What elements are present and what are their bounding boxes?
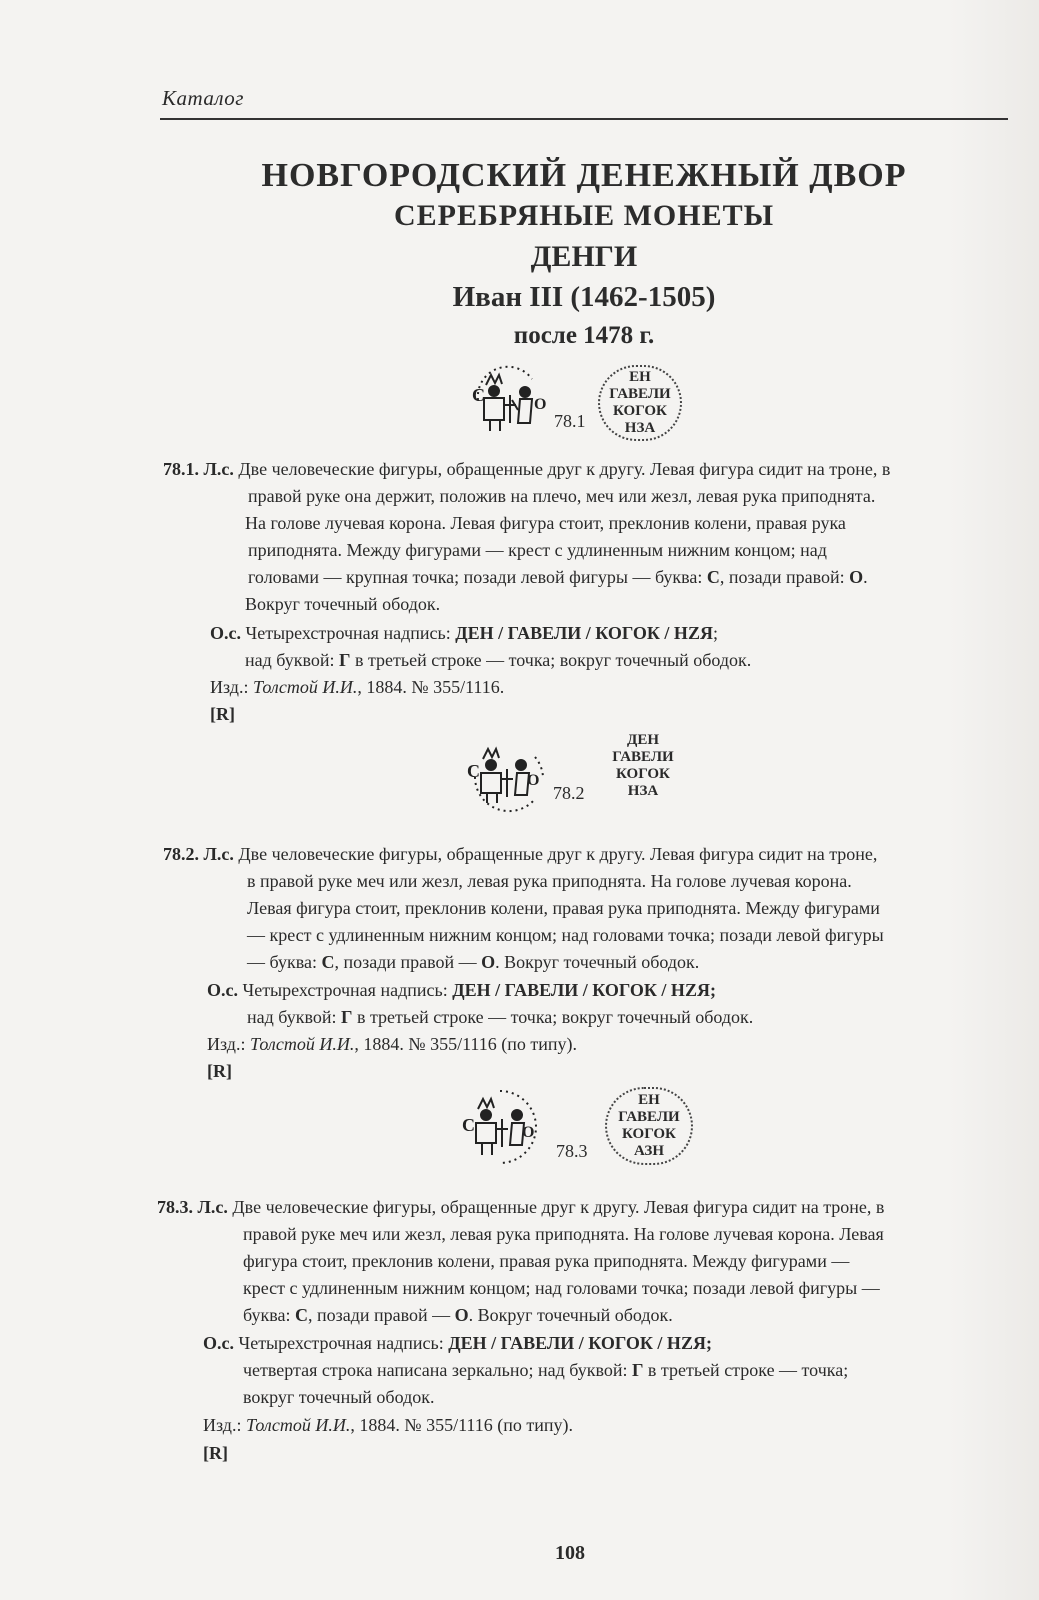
svg-text:О: О	[534, 396, 547, 413]
reverse-inscription: ДЕН / ГАВЕЛИ / КОГОК / HZЯ;	[448, 1333, 712, 1353]
obverse-text: головами — крупная точка; позади левой фигуры — буква:	[248, 567, 707, 587]
reverse-letter-g: Г	[631, 1360, 644, 1380]
title-mint: НОВГОРОДСКИЙ ДЕНЕЖНЫЙ ДВОР	[261, 157, 907, 194]
coin-legend-line: ДЕН	[627, 732, 659, 748]
rarity-text: [R]	[203, 1443, 228, 1463]
reverse-text: в третьей строке — точка; вокруг точечный ободок.	[350, 650, 752, 670]
coin-reverse-legend	[605, 732, 681, 800]
obverse-text: На голове лучевая корона. Левая фигура стоит, преклонив колени, правая рука	[245, 513, 846, 533]
reverse-line	[247, 1004, 753, 1031]
obverse-label: Л.с.	[197, 1197, 228, 1217]
coin-obverse-drawing	[465, 737, 550, 817]
coin-reverse-legend	[605, 1087, 693, 1165]
reverse-label: О.с.	[210, 623, 241, 643]
publication-ref: , 1884. № 355/1116 (по типу).	[354, 1034, 578, 1054]
obverse-text-line	[247, 949, 699, 976]
publication-ref: , 1884. № 355/1116.	[357, 677, 505, 697]
coin-legend-line: КОГОК	[616, 766, 670, 782]
reverse-text: четвертая строка написана зеркально; над буквой:	[243, 1360, 632, 1380]
reverse-tail: ;	[712, 623, 718, 643]
svg-text:С: С	[467, 761, 480, 781]
coin-figure-label: 78.2	[553, 783, 585, 803]
coin-reverse-legend	[598, 365, 682, 441]
entry-first-line	[157, 1194, 884, 1221]
title-metal: СЕРЕБРЯНЫЕ МОНЕТЫ	[393, 199, 775, 232]
obverse-text: Две человеческие фигуры, обращенные друг к другу. Левая фигура сидит на троне,	[238, 844, 878, 864]
rarity-mark	[207, 1058, 232, 1085]
publication-author: Толстой И.И.	[249, 1034, 355, 1054]
publication-label: Изд.:	[203, 1415, 246, 1435]
coin-legend-line: ГАВЕЛИ	[618, 1109, 680, 1125]
publication-ref: , 1884. № 355/1116 (по типу).	[350, 1415, 574, 1435]
obverse-text: . Вокруг точечный ободок.	[468, 1305, 673, 1325]
publication-author: Толстой И.И.	[245, 1415, 351, 1435]
obverse-text: Левая фигура стоит, преклонив колени, правая рука приподнята. Между фигурами	[247, 898, 880, 918]
obverse-text-line	[248, 564, 868, 591]
reverse-text: над буквой:	[247, 1007, 342, 1027]
svg-text:С: С	[462, 1115, 475, 1135]
title-denomination: ДЕНГИ	[530, 240, 638, 273]
rarity-text: [R]	[210, 704, 235, 724]
reverse-label: О.с.	[203, 1333, 234, 1353]
obverse-letter-o: О	[849, 567, 864, 587]
obverse-letter-o: О	[454, 1305, 469, 1325]
obverse-text: . Вокруг точечный ободок.	[495, 952, 700, 972]
rarity-mark	[210, 701, 235, 728]
obverse-letter-c: С	[706, 567, 720, 587]
running-header: Каталог	[162, 86, 244, 110]
reverse-letter-g: Г	[339, 650, 351, 670]
coin-legend-line: ГАВЕЛИ	[609, 386, 671, 402]
reverse-text: в третьей строке — точка;	[643, 1360, 849, 1380]
obverse-text: .	[863, 567, 868, 587]
reverse-text: вокруг точечный ободок.	[243, 1387, 435, 1407]
reverse-line	[203, 1330, 712, 1357]
obverse-letter-c: С	[321, 952, 335, 972]
coin-figure-78-2	[465, 732, 705, 817]
obverse-text: крест с удлиненным нижним концом; над головами точка; позади левой фигуры —	[243, 1278, 880, 1298]
reverse-letter-g: Г	[341, 1007, 353, 1027]
coin-obverse-drawing	[460, 1087, 545, 1167]
reverse-intro: Четырехстрочная надпись:	[245, 623, 456, 643]
obverse-letter-c: С	[294, 1305, 308, 1325]
rarity-text: [R]	[207, 1061, 232, 1081]
obverse-text: в правой руке меч или жезл, левая рука приподнята. На голове лучевая корона.	[247, 871, 852, 891]
entry-number: 78.3.	[157, 1197, 193, 1217]
coin-legend-line: НЗА	[624, 420, 656, 436]
reverse-intro: Четырехстрочная надпись:	[238, 1333, 449, 1353]
coin-legend-line: ЕН	[629, 369, 651, 385]
reverse-line	[210, 620, 718, 647]
obverse-text: фигура стоит, преклонив колени, правая рука приподнята. Между фигурами —	[243, 1251, 850, 1271]
coin-figure-78-1	[470, 365, 710, 445]
entry-first-line	[163, 841, 877, 868]
svg-text:О: О	[527, 772, 540, 789]
obverse-text: правой руке она держит, положив на плечо, меч или жезл, левая рука приподнята.	[248, 486, 876, 506]
coin-legend-line: АЗН	[633, 1143, 665, 1159]
publication-line	[207, 1031, 577, 1058]
entry-first-line	[163, 456, 890, 483]
reverse-intro: Четырехстрочная надпись:	[242, 980, 453, 1000]
title-period: после 1478 г.	[513, 322, 655, 349]
svg-text:С: С	[472, 385, 485, 405]
reverse-text: в третьей строке — точка; вокруг точечный ободок.	[352, 1007, 754, 1027]
publication-label: Изд.:	[207, 1034, 250, 1054]
reverse-text: над буквой:	[245, 650, 340, 670]
obverse-text: , позади правой —	[307, 1305, 455, 1325]
reverse-line	[245, 647, 751, 674]
publication-author: Толстой И.И.	[252, 677, 358, 697]
page-number: 108	[555, 1542, 585, 1564]
obverse-label: Л.с.	[203, 459, 234, 479]
obverse-text: , позади правой —	[334, 952, 482, 972]
obverse-letter-o: О	[481, 952, 496, 972]
coin-figure-label: 78.3	[556, 1141, 588, 1161]
obverse-text: правой руке меч или жезл, левая рука приподнята. На голове лучевая корона. Левая	[243, 1224, 884, 1244]
obverse-text: приподнята. Между фигурами — крест с удлиненным нижним концом; над	[248, 540, 827, 560]
obverse-text: Вокруг точечный ободок.	[245, 594, 441, 614]
title-ruler: Иван III (1462-1505)	[452, 281, 716, 313]
obverse-text: — буква:	[247, 952, 322, 972]
reverse-inscription: ДЕН / ГАВЕЛИ / КОГОК / HZЯ;	[452, 980, 716, 1000]
obverse-label: Л.с.	[203, 844, 234, 864]
coin-legend-line: ГАВЕЛИ	[612, 749, 674, 765]
publication-label: Изд.:	[210, 677, 253, 697]
reverse-line	[207, 977, 716, 1004]
reverse-label: О.с.	[207, 980, 238, 1000]
coin-legend-line: КОГОК	[613, 403, 667, 419]
obverse-text: , позади правой:	[719, 567, 850, 587]
coin-figure-label: 78.1	[554, 411, 586, 431]
coin-legend-line: НЗА	[627, 783, 659, 799]
coin-figure-78-3	[460, 1087, 710, 1172]
obverse-text: — крест с удлиненным нижним концом; над головами точка; позади левой фигуры	[247, 925, 884, 945]
entry-number: 78.2.	[163, 844, 199, 864]
entry-number: 78.1.	[163, 459, 199, 479]
header-rule	[160, 118, 1008, 120]
coin-legend-line: КОГОК	[622, 1126, 676, 1142]
svg-text:О: О	[522, 1124, 535, 1141]
rarity-mark	[203, 1440, 228, 1467]
reverse-line	[243, 1357, 848, 1384]
obverse-text: буква:	[243, 1305, 295, 1325]
obverse-text: Две человеческие фигуры, обращенные друг к другу. Левая фигура сидит на троне, в	[232, 1197, 885, 1217]
publication-line	[203, 1412, 573, 1439]
reverse-inscription: ДЕН / ГАВЕЛИ / КОГОК / HZЯ	[455, 623, 713, 643]
coin-obverse-drawing	[470, 365, 550, 440]
coin-legend-line: ЕН	[638, 1092, 660, 1108]
publication-line	[210, 674, 504, 701]
obverse-text: Две человеческие фигуры, обращенные друг к другу. Левая фигура сидит на троне, в	[238, 459, 891, 479]
obverse-text-line	[243, 1302, 673, 1329]
